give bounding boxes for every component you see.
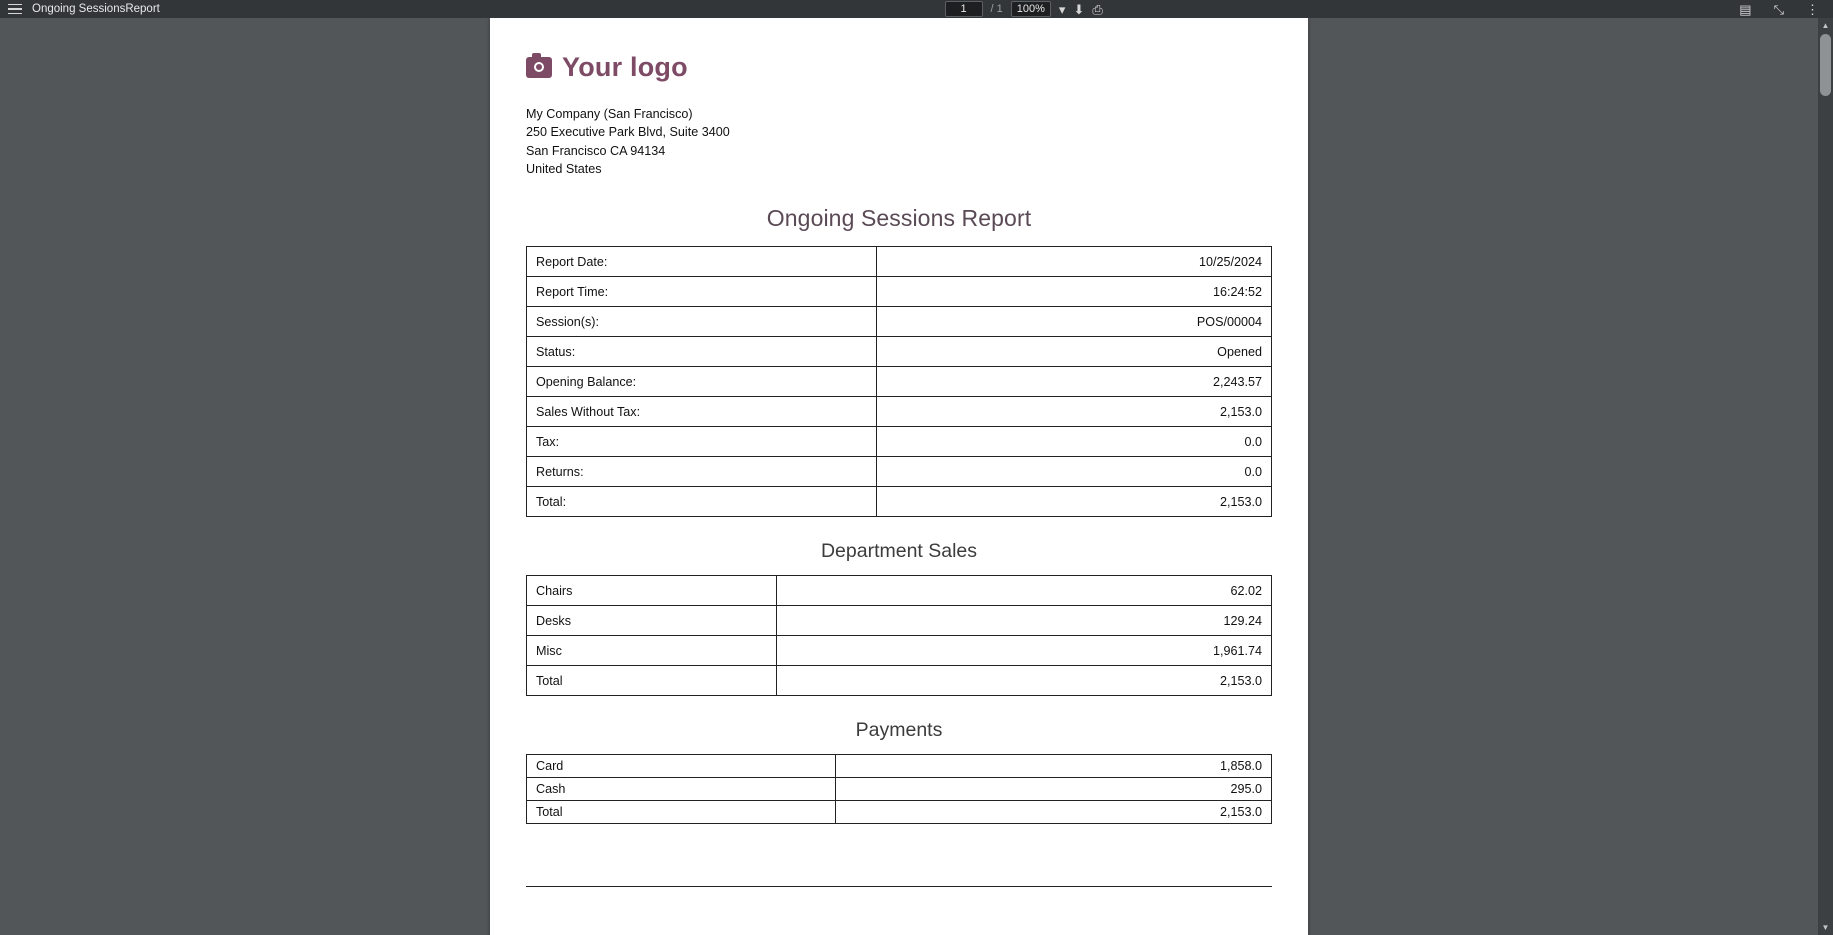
company-city: San Francisco CA 94134 xyxy=(526,143,666,158)
more-options-icon[interactable]: ⋮ xyxy=(1806,1,1819,17)
letterhead-logo xyxy=(526,52,1272,83)
document-title: Ongoing SessionsReport xyxy=(32,3,160,15)
table-row xyxy=(527,755,1272,778)
camera-icon xyxy=(526,57,552,78)
row-value: POS/00004 xyxy=(877,307,1272,337)
sidebar-toggle-icon[interactable]: ▤ xyxy=(1739,1,1752,17)
table-row xyxy=(527,397,1272,427)
table-row xyxy=(527,778,1272,801)
row-label: Desks xyxy=(527,606,777,636)
table-row xyxy=(527,337,1272,367)
payments-table xyxy=(526,754,1272,824)
page-title: Ongoing Sessions Report xyxy=(766,205,1032,232)
scrollbar-thumb[interactable] xyxy=(1820,34,1831,96)
company-street: 250 Executive Park Blvd, Suite 3400 xyxy=(526,125,730,140)
table-row xyxy=(527,277,1272,307)
footer-divider xyxy=(526,886,1272,887)
company-address-block xyxy=(526,105,1272,178)
scroll-down-icon[interactable]: ▼ xyxy=(1821,923,1830,932)
row-value: 62.02 xyxy=(776,576,1271,606)
row-label: Report Date: xyxy=(527,247,877,277)
pdf-viewer-canvas xyxy=(0,18,1833,935)
row-value: 16:24:52 xyxy=(877,277,1272,307)
row-label: Opening Balance: xyxy=(527,367,877,397)
vertical-scrollbar[interactable] xyxy=(1818,18,1833,935)
logo-text: Your logo xyxy=(562,52,688,82)
row-label: Cash xyxy=(527,778,836,801)
save-icon[interactable]: ⬇ xyxy=(1073,1,1085,17)
chevron-down-icon[interactable]: ▾ xyxy=(1058,1,1066,17)
department-sales-table xyxy=(526,575,1272,696)
page-number-input[interactable]: 1 xyxy=(945,1,983,17)
table-row xyxy=(527,576,1272,606)
company-country: United States xyxy=(526,161,602,176)
table-row xyxy=(527,487,1272,517)
row-value: 2,153.0 xyxy=(877,397,1272,427)
row-value: 2,153.0 xyxy=(877,487,1272,517)
row-value: 129.24 xyxy=(776,606,1271,636)
row-value: 2,153.0 xyxy=(836,801,1272,824)
row-value: 2,243.57 xyxy=(877,367,1272,397)
table-row xyxy=(527,636,1272,666)
payments-heading: Payments xyxy=(855,719,943,742)
row-label: Misc xyxy=(527,636,777,666)
row-value: 1,858.0 xyxy=(836,755,1272,778)
table-row xyxy=(527,367,1272,397)
row-label: Tax: xyxy=(527,427,877,457)
row-label: Total xyxy=(527,801,836,824)
toolbar-left-group xyxy=(0,3,308,15)
table-row xyxy=(527,457,1272,487)
row-label: Chairs xyxy=(527,576,777,606)
row-label: Total: xyxy=(527,487,877,517)
row-label: Returns: xyxy=(527,457,877,487)
row-value: 0.0 xyxy=(877,457,1272,487)
session-summary-table xyxy=(526,246,1272,517)
row-label: Report Time: xyxy=(527,277,877,307)
table-row xyxy=(527,427,1272,457)
row-value: 10/25/2024 xyxy=(877,247,1272,277)
department-sales-heading: Department Sales xyxy=(820,540,978,563)
row-value: 0.0 xyxy=(877,427,1272,457)
table-row xyxy=(527,801,1272,824)
print-icon[interactable]: ⎙ xyxy=(1092,1,1103,17)
table-row xyxy=(527,606,1272,636)
row-label: Status: xyxy=(527,337,877,367)
company-name: My Company (San Francisco) xyxy=(526,107,693,121)
table-row xyxy=(527,307,1272,337)
hamburger-menu-icon[interactable] xyxy=(8,4,22,15)
row-value: 1,961.74 xyxy=(776,636,1271,666)
table-row xyxy=(527,666,1272,696)
pdf-page xyxy=(490,18,1308,935)
page-count-label: / 1 xyxy=(990,3,1003,15)
row-label: Sales Without Tax: xyxy=(527,397,877,427)
row-value: 295.0 xyxy=(836,778,1272,801)
row-label: Total xyxy=(527,666,777,696)
scroll-up-icon[interactable]: ▲ xyxy=(1821,21,1830,30)
fit-to-page-icon[interactable]: ⤡ xyxy=(1773,1,1784,17)
toolbar-right-group xyxy=(1739,3,1833,16)
toolbar-center-group xyxy=(308,1,1739,17)
row-label: Session(s): xyxy=(527,307,877,337)
table-row xyxy=(527,247,1272,277)
row-label: Card xyxy=(527,755,836,778)
row-value: 2,153.0 xyxy=(776,666,1271,696)
row-value: Opened xyxy=(877,337,1272,367)
zoom-level-select[interactable]: 100% xyxy=(1011,1,1051,17)
pdf-viewer-toolbar xyxy=(0,0,1833,18)
